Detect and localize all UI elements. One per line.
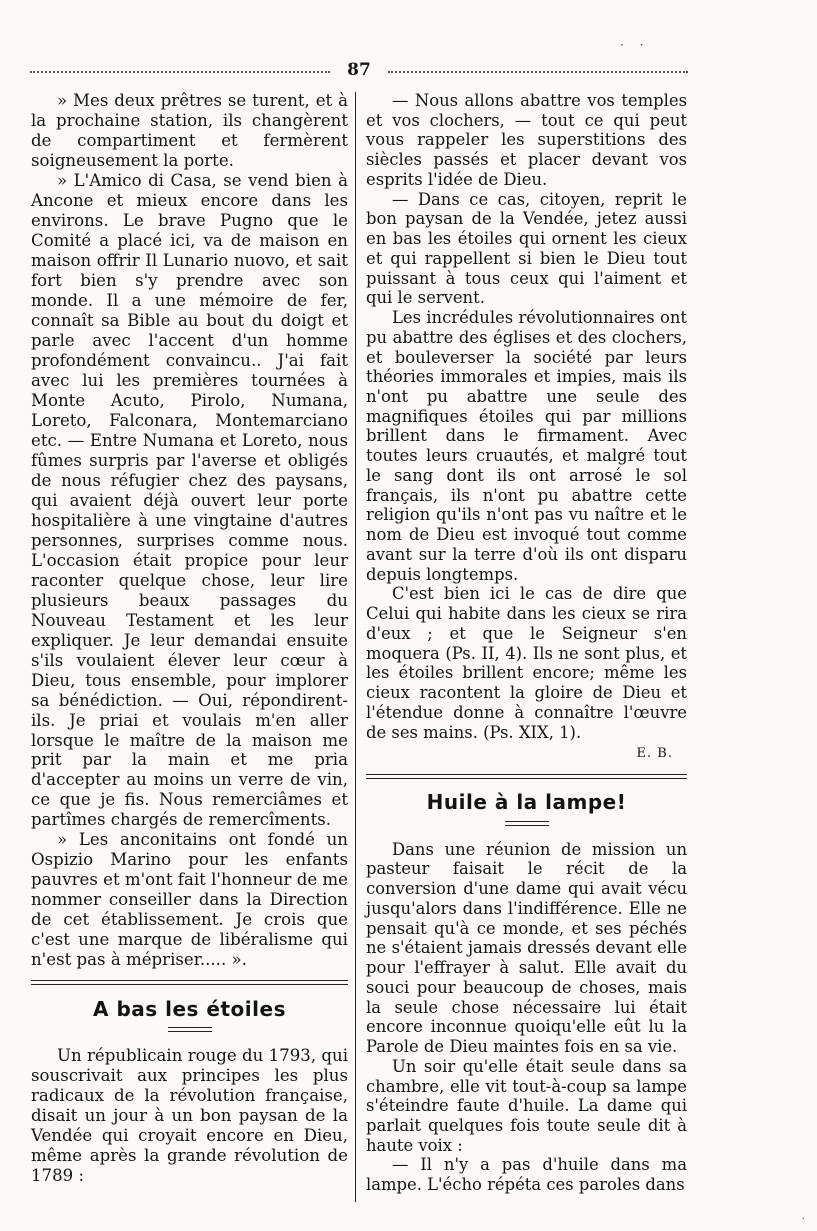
right-column <box>366 91 687 1195</box>
paragraph: Dans une réunion de mission un pasteur faisait le récit de la conversion d'une dame qui avait vécu jusqu'alors dans l'indifférence. Elle ne pensait qu'à ce monde, et ses péchés ne s'étaient jamais dressés devant elle pour l'effrayer à salut. Elle avait du souci pour beaucoup de choses, mais la seule chose nécessaire lui était encore inconnue quoiqu'elle eût lu la Parole de Dieu maintes fois en sa vie. <box>366 839 687 1057</box>
page-header <box>30 60 688 82</box>
header-rule-left <box>30 71 330 73</box>
paragraph: Les incrédules révolutionnaires ont pu abattre des églises et des clochers, et bouleverser la société par leurs théories immorales et impies, mais ils n'ont pu abattre une seule des magnifiques étoiles qui par millions brillent dans le firmament. Avec toutes leurs cruautés, et malgré tout le sang dont ils ont arrosé le sol français, ils n'ont pu abattre cette religion qu'ils n'ont pas vu naître et le nom de Dieu est invoqué tout comme avant sur la terre d'où ils ont disparu depuis longtemps. <box>366 308 687 584</box>
print-specks: · · <box>620 38 650 52</box>
paragraph: — Il n'y a pas d'huile dans ma lampe. L'écho répéta ces paroles dans <box>366 1155 687 1195</box>
title-underline <box>168 1027 212 1032</box>
author-signature: E. B. <box>636 746 673 762</box>
paragraph: — Nous allons abattre vos temples et vos clochers, — tout ce qui peut vous rappeler les superstitions des siècles passés et placer devant vos esprits l'idée de Dieu. <box>366 91 687 189</box>
section-separator <box>366 774 687 779</box>
page-number: 87 <box>347 60 371 80</box>
paragraph: Un soir qu'elle était seule dans sa chambre, elle vit tout-à-coup sa lampe s'éteindre faute d'huile. La dame qui parlait quelques fois toute seule dit à haute voix : <box>366 1056 687 1155</box>
print-speck: · <box>801 1212 805 1225</box>
column-divider <box>355 92 356 1202</box>
paragraph: » Les anconitains ont fondé un Ospizio Marino pour les enfants pauvres et m'ont fait l'honneur de me nommer conseiller dans la Direction de cet établissement. Je crois que c'est une marque de libéralisme qui n'est pas à mépriser..... ». <box>31 830 348 970</box>
header-rule-right <box>388 71 688 73</box>
paragraph: » Mes deux prêtres se turent, et à la prochaine station, ils changèrent de compartiment et fermèrent soigneusement la porte. <box>31 91 348 170</box>
paragraph: — Dans ce cas, citoyen, reprit le bon paysan de la Vendée, jetez aussi en bas les étoiles qui ornent les cieux et qui rappellent si bien le Dieu tout puissant à tous ceux qui l'aiment et qui le servent. <box>366 189 687 308</box>
title-underline <box>505 821 549 826</box>
left-column <box>31 91 348 1186</box>
paragraph: Un républicain rouge du 1793, qui souscrivait aux principes les plus radicaux de la révolution française, disait un jour à un bon paysan de la Vendée qui croyait encore en Dieu, même après la grande révolution de 1789 : <box>31 1046 349 1186</box>
paragraph: C'est bien ici le cas de dire que Celui qui habite dans les cieux se rira d'eux ; et que le Seigneur s'en moquera (Ps. II, 4). Ils ne sont plus, et les étoiles brillent encore; même les cieux racontent la gloire de Dieu et l'étendue donne à connaître l'œuvre de ses mains. (Ps. XIX, 1). <box>366 584 687 742</box>
article-title: A bas les étoiles <box>93 997 286 1022</box>
paragraph: » L'Amico di Casa, se vend bien à Ancone et mieux encore dans les environs. Le brave Pugno que le Comité a placé ici, va de maison en maison offrir Il Lunario nuovo, et sait fort bien s'y prendre avec son monde. Il a une mémoire de fer, connaît sa Bible au bout du doigt et parle avec l'accent d'un homme profondément convaincu.. J'ai fait avec lui les premières tournées à Monte Acuto, Pirolo, Numana, Loreto, Falconara, Montemarciano etc. — Entre Numana et Loreto, nous fûmes surpris par l'averse et obligés de nous réfugier chez des paysans, qui avaient déjà ouvert leur porte hospitalière à une vingtaine d'autres personnes, surprises comme nous. L'occasion était propice pour leur raconter quelque chose, leur lire plusieurs beaux passages du Nouveau Testament et les leur expliquer. Je leur demandai ensuite s'ils voulaient élever leur cœur à Dieu, tous ensemble, pour implorer sa bénédiction. — Oui, répondirent-ils. Je priai et voulais m'en aller lorsque le maître de la maison me prit par la main et me pria d'accepter au moins un verre de vin, ce que je fis. Nous remerciâmes et partîmes chargés de remercîments. <box>31 170 348 830</box>
article-title: Huile à la lampe! <box>426 789 627 814</box>
section-separator <box>31 980 348 985</box>
